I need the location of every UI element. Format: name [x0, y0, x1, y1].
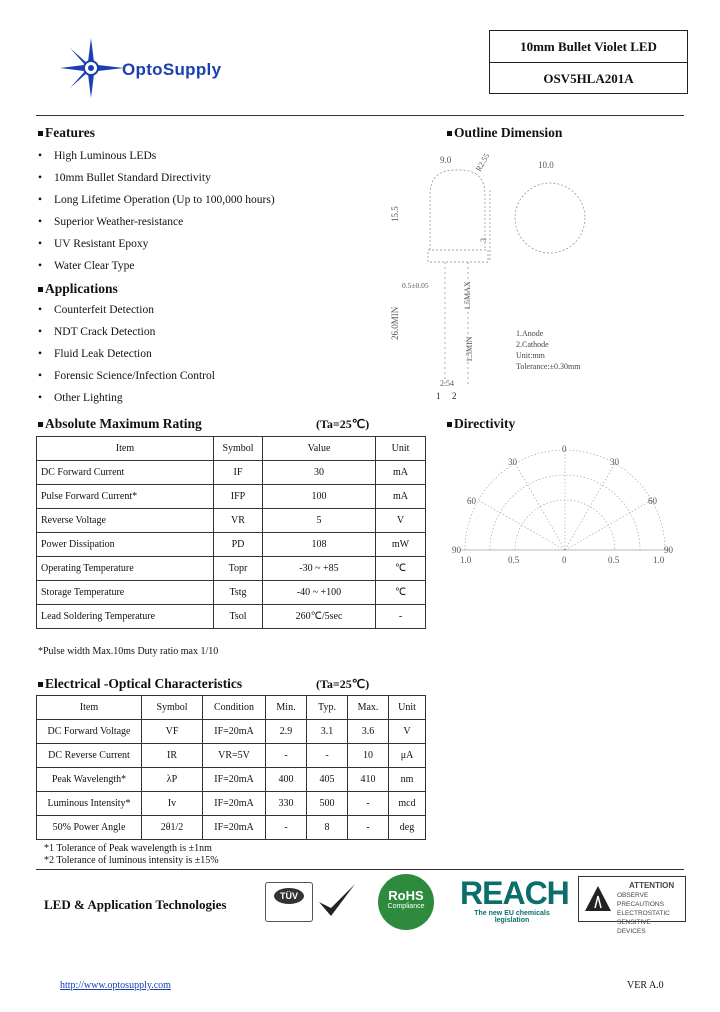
dim-min: 26.0MIN	[390, 306, 400, 340]
list-item: • Superior Weather-resistance	[38, 216, 184, 228]
list-item: • NDT Crack Detection	[38, 326, 156, 338]
scale-label: 0.5	[508, 555, 520, 565]
dim-r: R2.55	[473, 151, 492, 173]
list-item: • Water Clear Type	[38, 260, 135, 272]
table-row: Power Dissipation PD 108 mW	[37, 533, 426, 557]
table-row: Peak Wavelength* λP IF=20mA 400 405 410 nm	[37, 768, 426, 792]
outline-drawing	[380, 150, 610, 400]
scale-label: 1.0	[460, 555, 472, 565]
list-item: • Long Lifetime Operation (Up to 100,000 hours)	[38, 194, 275, 206]
tuv-badge: TÜV	[265, 882, 313, 922]
col-header: Item	[37, 437, 214, 461]
angle-label: 90	[664, 545, 673, 555]
product-title: 10mm Bullet Violet LED	[520, 39, 657, 54]
reach-badge: REACH The new EU chemicals legislation	[460, 875, 569, 924]
angle-label: 30	[610, 457, 619, 467]
footer-divider	[36, 869, 684, 870]
dim-lmin: 1.5MIN	[465, 336, 474, 362]
check-mark-icon	[315, 878, 359, 922]
table-row: Operating Temperature Topr -30 ~ +85 ℃	[37, 557, 426, 581]
table-row: Reverse Voltage VR 5 V	[37, 509, 426, 533]
dim-pitch: 2.54	[440, 379, 454, 388]
website-link[interactable]: http://www.optosupply.com	[60, 980, 171, 991]
col-header: Unit	[376, 437, 426, 461]
col-header: Min.	[266, 696, 307, 720]
part-number: OSV5HLA201A	[490, 62, 687, 94]
esd-badge: ATTENTION OBSERVE PRECAUTIONS ELECTROSTATIC SENSITIVE DEVICES	[578, 876, 686, 922]
eo-table	[36, 695, 426, 840]
list-item: • 10mm Bullet Standard Directivity	[38, 172, 211, 184]
scale-label: 0	[562, 555, 567, 565]
top-divider	[36, 115, 684, 116]
pin-1: 1	[436, 391, 441, 400]
table-row: 50% Power Angle 2θ1/2 IF=20mA - 8 - deg	[37, 816, 426, 840]
directivity-chart	[450, 440, 680, 570]
table-row: Lead Soldering Temperature Tsol 260℃/5sec -	[37, 605, 426, 629]
title-box	[489, 30, 688, 94]
brand-logo	[58, 36, 278, 100]
col-header: Value	[263, 437, 376, 461]
list-item: • UV Resistant Epoxy	[38, 238, 149, 250]
applications-heading: Applications	[38, 281, 118, 297]
dim-d2: 10.0	[538, 160, 554, 170]
features-list	[38, 150, 275, 282]
dim-h2: 3	[479, 238, 488, 242]
outline-heading: Outline Dimension	[447, 125, 562, 141]
features-heading: Features	[38, 125, 95, 141]
star-logo-icon	[58, 36, 128, 100]
angle-label: 0	[562, 444, 567, 454]
pin-2: 2	[452, 391, 457, 400]
outline-note: 2.Cathode	[516, 340, 549, 349]
dim-lead: 0.5±0.05	[402, 281, 429, 290]
dim-max: 1.5MAX	[463, 281, 472, 310]
dim-h1: 15.5	[390, 206, 400, 222]
abs-max-heading: Absolute Maximum Rating	[38, 416, 202, 432]
version-label: VER A.0	[627, 980, 664, 991]
abs-max-note: *Pulse width Max.10ms Duty ratio max 1/10	[38, 646, 219, 657]
brand-name: OptoSupply	[122, 60, 222, 79]
eo-note-1: *1 Tolerance of Peak wavelength is ±1nm	[44, 843, 212, 854]
table-row: DC Reverse Current IR VR=5V - - 10 μA	[37, 744, 426, 768]
dim-d1: 9.0	[440, 155, 452, 165]
footer-tagline: LED & Application Technologies	[44, 897, 227, 912]
outline-note: Unit:mm	[516, 351, 545, 360]
list-item: • Fluid Leak Detection	[38, 348, 152, 360]
directivity-heading: Directivity	[447, 416, 515, 432]
angle-label: 90	[452, 545, 461, 555]
abs-max-table	[36, 436, 426, 629]
abs-max-cond: (Ta=25℃)	[316, 417, 370, 431]
outline-note: 1.Anode	[516, 329, 544, 338]
angle-label: 60	[648, 496, 657, 506]
list-item: • Other Lighting	[38, 392, 123, 404]
angle-label: 30	[508, 457, 517, 467]
applications-list	[38, 304, 215, 414]
eo-note-2: *2 Tolerance of luminous intensity is ±15%	[44, 855, 219, 866]
col-header: Max.	[348, 696, 389, 720]
list-item: • Forensic Science/Infection Control	[38, 370, 215, 382]
col-header: Item	[37, 696, 142, 720]
list-item: • High Luminous LEDs	[38, 150, 157, 162]
scale-label: 0.5	[608, 555, 620, 565]
col-header: Condition	[203, 696, 266, 720]
esd-warning-icon	[583, 884, 613, 914]
rohs-badge: RoHS Compliance	[378, 874, 434, 930]
list-item: • Counterfeit Detection	[38, 304, 154, 316]
table-row: Luminous Intensity* Iv IF=20mA 330 500 - mcd	[37, 792, 426, 816]
table-row: Storage Temperature Tstg -40 ~ +100 ℃	[37, 581, 426, 605]
col-header: Unit	[389, 696, 426, 720]
col-header: Symbol	[214, 437, 263, 461]
col-header: Typ.	[307, 696, 348, 720]
col-header: Symbol	[142, 696, 203, 720]
table-row: DC Forward Current IF 30 mA	[37, 461, 426, 485]
eo-heading: Electrical -Optical Characteristics	[38, 676, 242, 692]
outline-note: Tolerance:±0.30mm	[516, 362, 581, 371]
scale-label: 1.0	[653, 555, 665, 565]
table-row: Pulse Forward Current* IFP 100 mA	[37, 485, 426, 509]
table-row: DC Forward Voltage VF IF=20mA 2.9 3.1 3.6 V	[37, 720, 426, 744]
angle-label: 60	[467, 496, 476, 506]
eo-cond: (Ta=25℃)	[316, 677, 370, 691]
